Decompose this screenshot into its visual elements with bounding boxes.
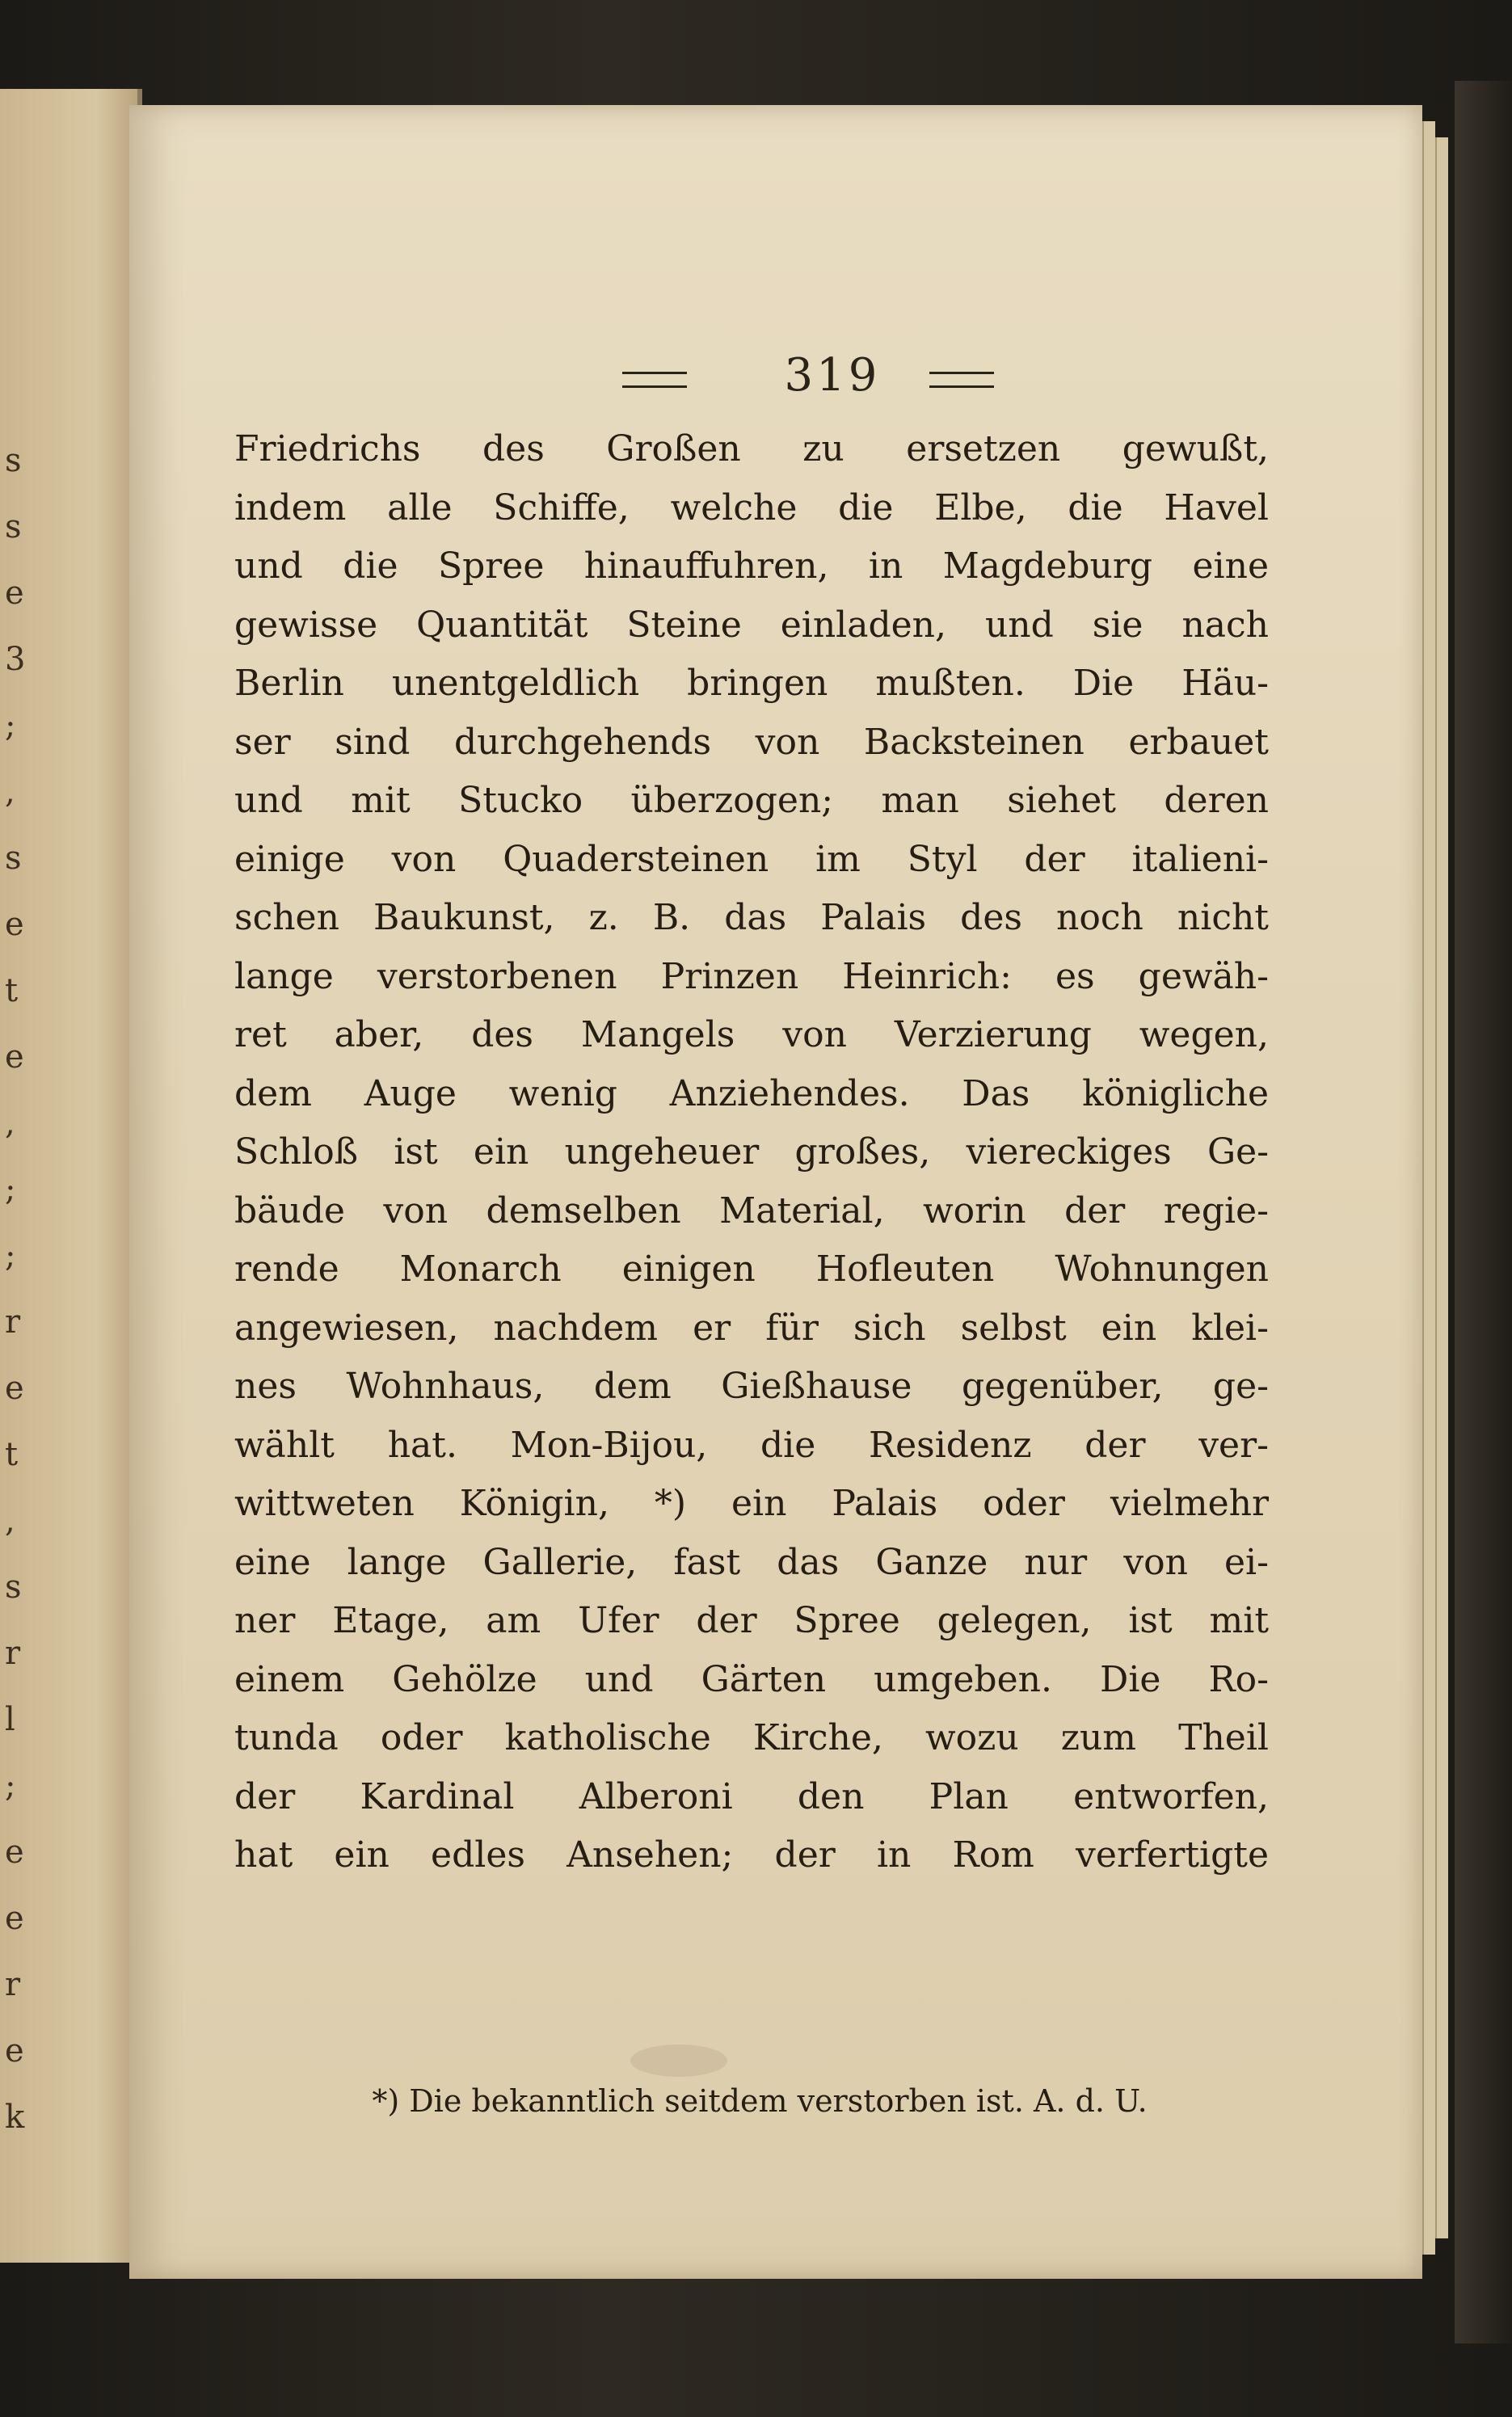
facing-page-fragment: e — [5, 906, 24, 943]
page-stack-edge — [1422, 121, 1435, 2255]
text-line: angewiesen, nachdem er für sich selbst ein klei- — [234, 1307, 1269, 1349]
text-line: Schloß ist ein ungeheuer großes, viereckiges Ge- — [234, 1131, 1269, 1173]
text-line: lange verstorbenen Prinzen Heinrich: es gewäh- — [234, 955, 1269, 997]
text-line: tunda oder katholische Kirche, wozu zum Theil — [234, 1717, 1269, 1758]
text-line: rende Monarch einigen Hofleuten Wohnungen — [234, 1249, 1269, 1290]
facing-page-fragment: , — [5, 773, 15, 811]
page-number: 319 — [784, 349, 881, 402]
facing-page-fragment: e — [5, 1370, 24, 1407]
text-line: einem Gehölze und Gärten umgeben. Die Ro- — [234, 1658, 1269, 1700]
facing-page-fragment: r — [5, 1966, 21, 2003]
facing-page-fragment: s — [5, 1569, 22, 1606]
text-line: ner Etage, am Ufer der Spree gelegen, ist mit — [234, 1600, 1269, 1641]
facing-page-fragment: 3 — [5, 641, 26, 678]
facing-page-fragment: e — [5, 1900, 24, 1937]
text-line: wittweten Königin, *) ein Palais oder vielmehr — [234, 1483, 1269, 1524]
facing-page-fragment: r — [5, 1635, 21, 1672]
book-cover-edge — [1455, 81, 1512, 2343]
facing-page-fragment: ; — [5, 1171, 16, 1208]
facing-page-fragment: , — [5, 1502, 15, 1539]
facing-page-fragment: s — [5, 442, 22, 479]
facing-page-fragment: e — [5, 2032, 24, 2070]
book-page — [129, 105, 1422, 2279]
page-stack-edge — [1435, 137, 1448, 2238]
text-line: schen Baukunst, z. B. das Palais des noch nicht — [234, 897, 1269, 938]
text-line: ret aber, des Mangels von Verzierung wegen, — [234, 1014, 1269, 1055]
text-line: dem Auge wenig Anziehendes. Das königliche — [234, 1072, 1269, 1114]
facing-page-fragment: e — [5, 1038, 24, 1076]
text-line: indem alle Schiffe, welche die Elbe, die Havel — [234, 486, 1269, 528]
text-line: Friedrichs des Großen zu ersetzen gewußt, — [234, 428, 1269, 470]
running-head — [242, 347, 1341, 404]
facing-page-fragment: ; — [5, 1767, 16, 1804]
text-line: bäude von demselben Material, worin der regie- — [234, 1190, 1269, 1232]
text-line: ser sind durchgehends von Backsteinen erbauet — [234, 721, 1269, 763]
text-line: einige von Quadersteinen im Styl der italieni- — [234, 838, 1269, 880]
facing-page-fragment: , — [5, 1105, 15, 1142]
text-line: der Kardinal Alberoni den Plan entworfen, — [234, 1775, 1269, 1817]
text-line: gewisse Quantität Steine einladen, und sie nach — [234, 604, 1269, 646]
text-line: wählt hat. Mon-Bijou, die Residenz der ver- — [234, 1424, 1269, 1466]
facing-page-fragment: s — [5, 508, 22, 545]
facing-page-fragment: t — [5, 972, 19, 1009]
text-line: und mit Stucko überzogen; man siehet deren — [234, 780, 1269, 821]
paper-stain — [630, 2044, 727, 2077]
text-line: Berlin unentgeldlich bringen mußten. Die Häu- — [234, 663, 1269, 704]
facing-page-fragment: r — [5, 1303, 21, 1341]
body-text — [234, 420, 1269, 1885]
text-line: hat ein edles Ansehen; der in Rom verfertigte — [234, 1834, 1269, 1876]
facing-page-fragment: ; — [5, 707, 16, 744]
text-line: und die Spree hinauffuhren, in Magdeburg eine — [234, 545, 1269, 587]
facing-page-fragment: l — [5, 1701, 15, 1738]
decorative-rule-right — [929, 372, 994, 388]
facing-page-fragment: s — [5, 840, 22, 877]
left-page-edge — [0, 89, 142, 2263]
facing-page-fragment: e — [5, 1834, 24, 1871]
facing-page-fragment: t — [5, 1436, 19, 1473]
facing-page-fragment: ; — [5, 1237, 16, 1274]
text-line: eine lange Gallerie, fast das Ganze nur von ei- — [234, 1541, 1269, 1583]
facing-page-fragment: e — [5, 575, 24, 612]
facing-page-fragment: k — [5, 2099, 25, 2136]
footnote: *) Die bekanntlich seitdem verstorben ist. A. d. U. — [372, 2083, 1148, 2119]
text-line: nes Wohnhaus, dem Gießhause gegenüber, ge- — [234, 1366, 1269, 1407]
